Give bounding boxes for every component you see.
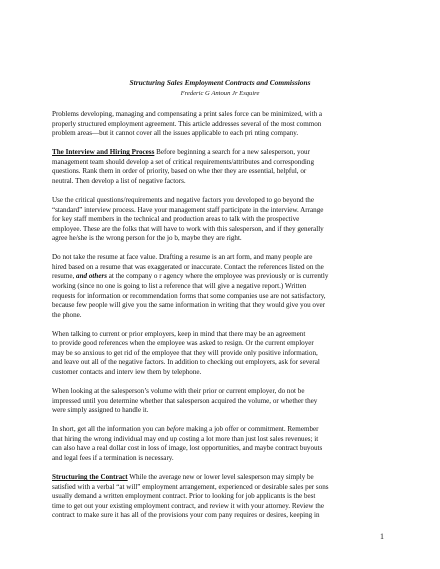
paragraph-in-short [52, 425, 392, 463]
document-author: Frederic G Antoun Jr Esquire [180, 90, 260, 97]
document-title: Structuring Sales Employment Contracts and Commissions [129, 78, 311, 87]
text-line [52, 148, 392, 158]
text-line: for key staff members in the technical and production areas to talk with the prospective [52, 215, 300, 224]
emphasis-text: and others [76, 272, 107, 281]
emphasis-text: before [166, 425, 185, 434]
text-run: In short, get all the information you can [52, 425, 167, 434]
text-line: can also have a real dollar cost in loss of image, lost opportunities, and maybe contract buyouts [52, 444, 323, 453]
text-run: at the company o r agency where the employee was previously or is currently [107, 272, 329, 281]
paragraph-critical-questions [52, 196, 392, 244]
text-line: and legal fees if a termination is necessary. [52, 453, 174, 462]
text-line: that hiring the wrong individual may end up costing a lot more than just lost sales revenues; it [52, 434, 319, 443]
text-line: employee. These are the folks that will have to work with this salesperson, and if they generally [52, 224, 324, 233]
paragraph-references [52, 330, 392, 378]
text-line [52, 272, 392, 282]
text-run: While the average new or lower level salesperson may simply be [127, 473, 314, 482]
text-line: because few people will give you the same information in writing that they would give you over [52, 301, 326, 310]
text-line: impressed until you determine whether that salesperson acquired the volume, or whether they [52, 396, 318, 405]
text-run: making a job offer or commitment. Remember [184, 425, 319, 434]
text-line: management team should develop a set of critical requirements/attributes and corresponding [52, 157, 314, 166]
text-line: the phone. [52, 310, 82, 319]
text-line: agree he/she is the wrong person for the jo b, maybe they are right. [52, 234, 242, 243]
text-line: questions. Rank them in order of priority, based on whe ther they are essential, helpful, or [52, 167, 307, 176]
text-line: When looking at the salesperson’s volume with their prior or current employer, do not be [52, 387, 305, 396]
text-line: “standard” interview process. Have your management staff participate in the interview. Arrange [52, 205, 324, 214]
text-line: may be so anxious to get rid of the employee that they will provide only positive information, [52, 348, 318, 357]
text-line: requests for information or recommendation forms that some companies use are not satisfactory, [52, 291, 326, 300]
paragraph-interview-hiring [52, 148, 392, 186]
text-line: to provide good references when the employee was asked to resign. Or the current employer [52, 339, 314, 348]
text-line [52, 473, 392, 483]
text-line: Do not take the resume at face value. Drafting a resume is an art form, and many people are [52, 253, 313, 262]
section-heading: The Interview and Hiring Process [52, 148, 155, 157]
page-number: 1 [380, 532, 384, 541]
paragraph-intro [52, 110, 392, 139]
text-line: satisfied with a verbal “at will” employment arrangement, experienced or desirable sales per sons [52, 482, 329, 491]
text-line: properly structured employment agreement. This article addresses several of the most common [52, 119, 322, 128]
text-line [52, 425, 392, 435]
text-run: resume, [52, 272, 77, 281]
paragraph-resume [52, 253, 392, 320]
text-line: and leave out all of the negative factors. In addition to checking out employers, ask for several [52, 358, 320, 367]
paragraph-contract [52, 473, 392, 521]
text-line: problem areas—but it cannot cover all the issues applicable to each pri nting company. [52, 129, 299, 138]
paragraph-volume [52, 387, 392, 416]
text-line: customer contacts and interv iew them by telephone. [52, 367, 202, 376]
text-line: usually demand a written employment contract. Prior to looking for job applicants is the best [52, 492, 316, 501]
text-line: Problems developing, managing and compensating a print sales force can be minimized, with a [52, 110, 323, 118]
text-line: Use the critical questions/requirements and negative factors you developed to go beyond the [52, 196, 314, 205]
text-line: contract to make sure it has all of the provisions your com pany requires or desires, keeping in [52, 511, 320, 520]
text-line: were simply assigned to handle it. [52, 406, 149, 415]
text-line: When talking to current or prior employers, keep in mind that there may be an agreement [52, 329, 306, 338]
section-heading: Structuring the Contract [52, 473, 128, 482]
text-line: hired based on a resume that was exaggerated or inaccurate. Contact the references listed on the [52, 262, 324, 271]
text-run: Before beginning a search for a new salesperson, your [154, 148, 310, 157]
document-body [52, 110, 392, 530]
text-line: neutral. Then develop a list of negative factors. [52, 176, 186, 185]
text-line: working (since no one is going to list a reference that will give a negative report.) Written [52, 281, 307, 290]
text-line: time to get out your existing employment contract, and review it with your attorney. Review the [52, 501, 324, 510]
